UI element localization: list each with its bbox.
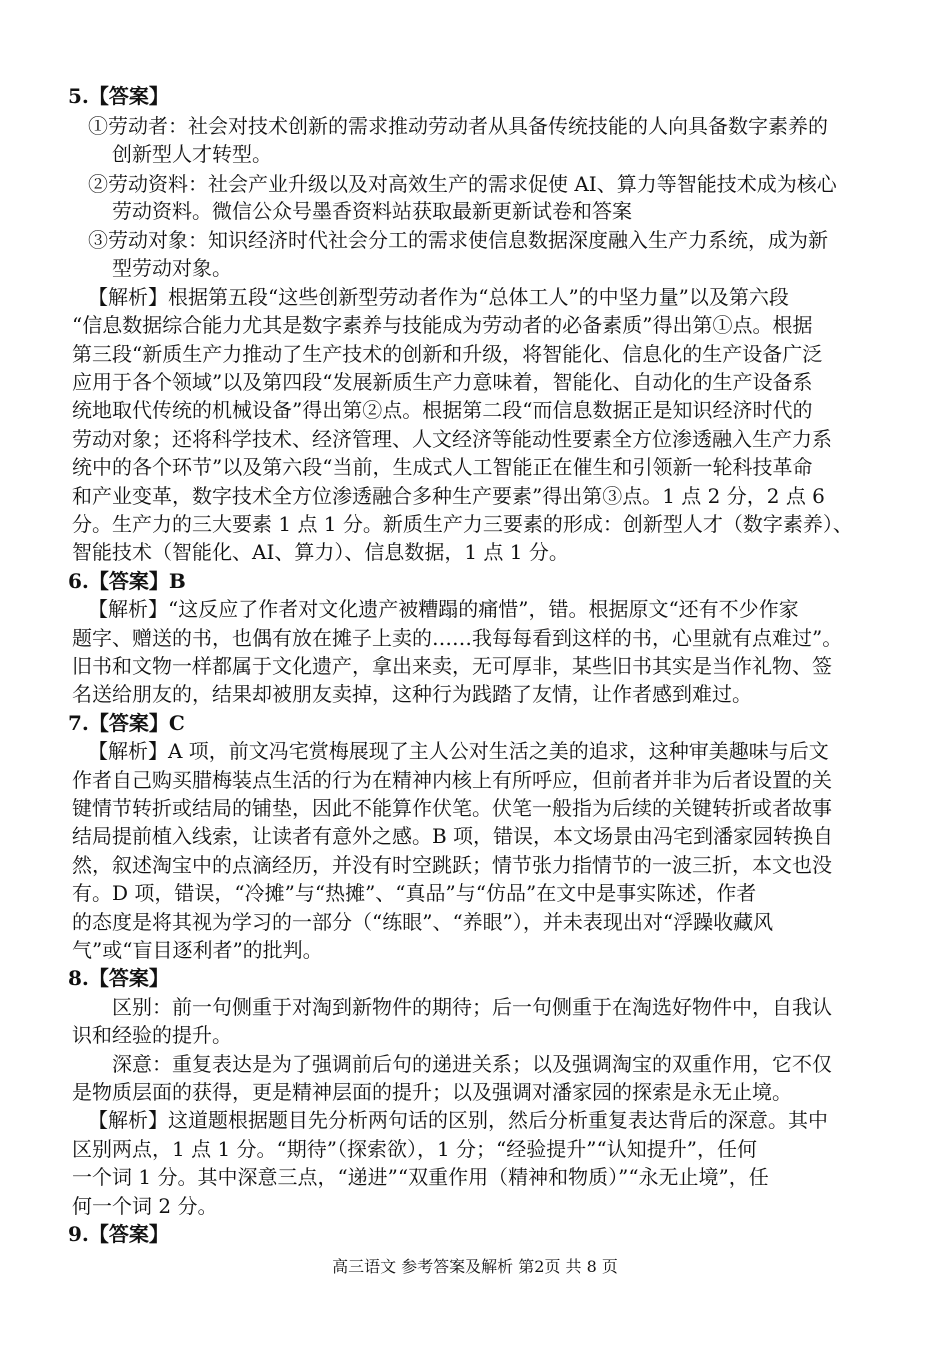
- page-footer: 高三语文 参考答案及解析 第2页 共 8 页: [332, 1257, 618, 1276]
- q5-analysis-line: “信息数据综合能力尤其是数字素养与技能成为劳动者的必备素质”得出第①点。根据: [72, 313, 813, 337]
- q5-point-1-cont: 创新型人才转型。: [112, 142, 272, 166]
- q5-answer-heading: 5.【答案】: [68, 84, 169, 108]
- q5-point-2: ②劳动资料：社会产业升级以及对高效生产的需求促使 AI、算力等智能技术成为核心: [88, 172, 837, 196]
- q8-analysis-line: 一个词 1 分。其中深意三点，“递进”“双重作用（精神和物质）”“永无止境”，任: [72, 1165, 769, 1189]
- q7-analysis-line: 有。D 项，错误，“冷摊”与“热摊”、“真品”与“仿品”在文中是事实陈述，作者: [72, 881, 757, 905]
- q8-answer-heading: 8.【答案】: [68, 966, 169, 990]
- q5-analysis-line: 【解析】根据第五段“这些创新型劳动者作为“总体工人”的中坚力量”以及第六段: [88, 285, 789, 309]
- q5-analysis-line: 统地取代传统的机械设备”得出第②点。根据第二段“而信息数据正是知识经济时代的: [72, 398, 813, 422]
- q8-analysis-line: 【解析】这道题根据题目先分析两句话的区别，然后分析重复表达背后的深意。其中: [88, 1108, 828, 1132]
- q5-point-1: ①劳动者：社会对技术创新的需求推动劳动者从具备传统技能的人向具备数字素养的: [88, 114, 828, 138]
- q8-analysis-line: 何一个词 2 分。: [72, 1194, 218, 1218]
- q7-analysis-line: 【解析】A 项，前文冯宅赏梅展现了主人公对生活之美的追求，这种审美趣味与后文: [88, 739, 829, 763]
- q8-meaning-line: 是物质层面的获得，更是精神层面的提升；以及强调对潘家园的探索是永无止境。: [72, 1080, 792, 1104]
- q5-point-3-cont: 型劳动对象。: [112, 256, 232, 280]
- q5-analysis-line: 和产业变革，数字技术全方位渗透融合多种生产要素”得出第③点。1 点 2 分，2 点 6: [72, 484, 825, 508]
- q5-analysis-line: 第三段“新质生产力推动了生产技术的创新和升级，将智能化、信息化的生产设备广泛: [72, 342, 823, 366]
- q5-analysis-line: 分。生产力的三大要素 1 点 1 分。新质生产力三要素的形成：创新型人才（数字素养）、: [72, 512, 853, 536]
- q6-analysis-line: 名送给朋友的，结果却被朋友卖掉，这种行为践踏了友情，让作者感到难过。: [72, 682, 752, 706]
- q5-point-3: ③劳动对象：知识经济时代社会分工的需求使信息数据深度融入生产力系统，成为新: [88, 228, 828, 252]
- q7-analysis-line: 结局提前植入线索，让读者有意外之感。B 项，错误，本文场景由冯宅到潘家园转换自: [72, 824, 834, 848]
- q5-point-2-cont: 劳动资料。微信公众号墨香资料站获取最新更新试卷和答案: [112, 199, 632, 223]
- q8-meaning-line: 深意：重复表达是为了强调前后句的递进关系；以及强调淘宝的双重作用，它不仅: [112, 1052, 832, 1076]
- q6-analysis-line: 旧书和文物一样都属于文化遗产，拿出来卖，无可厚非，某些旧书其实是当作礼物、签: [72, 654, 832, 678]
- q5-analysis-line: 劳动对象；还将科学技术、经济管理、人文经济等能动性要素全方位渗透融入生产力系: [72, 427, 832, 451]
- q6-analysis-line: 题字、赠送的书，也偶有放在摊子上卖的……我每每看到这样的书，心里就有点难过”。: [72, 626, 843, 650]
- q8-difference-line: 识和经验的提升。: [72, 1023, 232, 1047]
- q8-analysis-line: 区别两点，1 点 1 分。“期待”（探索欲），1 分；“经验提升”“认知提升”，任何: [72, 1137, 757, 1161]
- q9-answer-heading: 9.【答案】: [68, 1222, 169, 1246]
- q8-difference-line: 区别：前一句侧重于对淘到新物件的期待；后一句侧重于在淘选好物件中，自我认: [112, 995, 832, 1019]
- q7-analysis-line: 气”或“盲目逐利者”的批判。: [72, 938, 323, 962]
- q7-analysis-line: 键情节转折或结局的铺垫，因此不能算作伏笔。伏笔一般指为后续的关键转折或者故事: [72, 796, 832, 820]
- q5-analysis-line: 应用于各个领域”以及第四段“发展新质生产力意味着，智能化、自动化的生产设备系: [72, 370, 813, 394]
- q5-analysis-line: 统中的各个环节”以及第六段“当前，生成式人工智能正在催生和引领新一轮科技革命: [72, 455, 813, 479]
- q7-analysis-line: 作者自己购买腊梅装点生活的行为在精神内核上有所呼应，但前者并非为后者设置的关: [72, 768, 832, 792]
- q5-analysis-line: 智能技术（智能化、AI、算力）、信息数据，1 点 1 分。: [72, 540, 569, 564]
- q7-analysis-line: 的态度是将其视为学习的一部分（“练眼”、“养眼”），并未表现出对“浮躁收藏风: [72, 910, 774, 934]
- q6-answer-heading: 6.【答案】B: [68, 569, 186, 593]
- q7-analysis-line: 然，叙述淘宝中的点滴经历，并没有时空跳跃；情节张力指情节的一波三折，本文也没: [72, 853, 832, 877]
- q6-analysis-line: 【解析】“这反应了作者对文化遗产被糟蹋的痛惜”，错。根据原文“还有不少作家: [88, 597, 799, 621]
- q7-answer-heading: 7.【答案】C: [68, 711, 185, 735]
